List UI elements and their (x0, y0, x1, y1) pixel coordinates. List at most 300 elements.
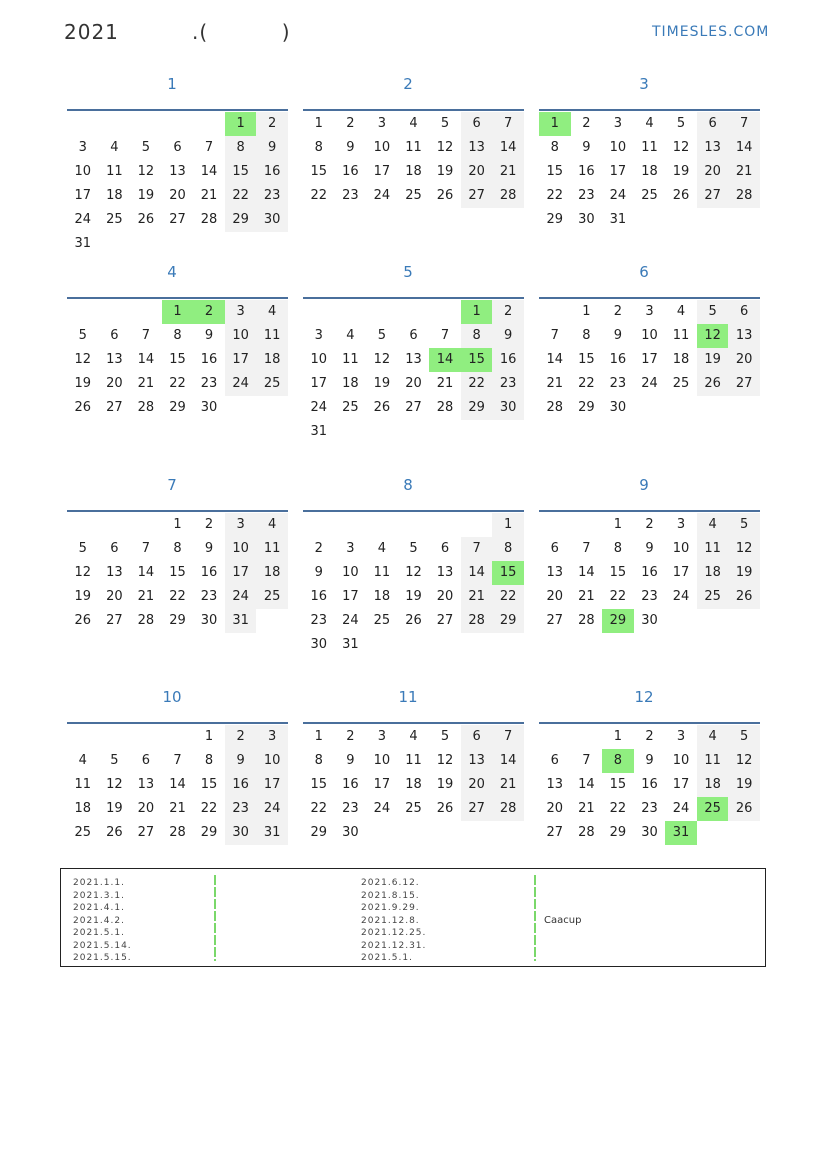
day-cell: 15 (169, 565, 186, 580)
day-cell: 5 (110, 753, 119, 768)
day-cell: 3 (225, 513, 257, 537)
holiday-date: 2021.5.1. (361, 953, 413, 963)
day-cell: 17 (672, 565, 690, 580)
day-cell: 30 (641, 613, 658, 628)
day-cell: 22 (492, 585, 524, 609)
day-cell: 31 (74, 236, 92, 251)
day-cell: 26 (74, 400, 92, 415)
holiday-day-cell: 12 (697, 324, 729, 348)
day-cell: 28 (546, 400, 564, 415)
day-cell: 22 (546, 188, 564, 203)
day-cell: 23 (310, 613, 328, 628)
day-cell: 6 (141, 753, 151, 768)
day-cell: 15 (225, 160, 257, 184)
day-cell: 26 (728, 585, 760, 609)
day-cell: 30 (342, 825, 359, 840)
day-cell: 7 (550, 328, 559, 343)
day-cell: 24 (672, 801, 690, 816)
day-cell: 3 (78, 140, 87, 155)
day-cell: 8 (225, 136, 257, 160)
day-cell: 3 (645, 304, 654, 319)
day-cell: 19 (436, 777, 454, 792)
holiday-day-cell: 14 (429, 348, 461, 372)
day-cell: 16 (342, 164, 359, 179)
day-cell: 19 (74, 589, 92, 604)
day-cell: 22 (225, 184, 257, 208)
day-cell: 22 (310, 801, 328, 816)
month-divider (303, 722, 524, 724)
day-cell: 9 (346, 753, 355, 768)
day-cell: 14 (137, 565, 155, 580)
holiday-date: 2021.1.1. (73, 878, 125, 888)
day-cell: 21 (436, 376, 454, 391)
holiday-date: 2021.5.15. (73, 953, 132, 963)
day-cell: 1 (613, 729, 623, 744)
day-cell: 1 (204, 729, 214, 744)
month-title: 10 (162, 688, 182, 706)
day-cell: 12 (137, 164, 155, 179)
month-divider (539, 722, 760, 724)
day-cell: 12 (74, 352, 92, 367)
day-cell: 12 (373, 352, 391, 367)
day-cell: 5 (377, 328, 387, 343)
day-cell: 28 (578, 825, 595, 840)
day-cell: 12 (405, 565, 422, 580)
day-cell: 16 (641, 565, 658, 580)
day-cell: 7 (440, 328, 450, 343)
day-cell: 23 (578, 188, 595, 203)
day-cell: 23 (200, 376, 218, 391)
day-cell: 29 (225, 208, 257, 232)
day-cell: 29 (310, 825, 328, 840)
day-cell: 7 (492, 112, 524, 136)
day-cell: 22 (310, 188, 328, 203)
day-cell: 29 (492, 609, 524, 633)
day-cell: 5 (440, 116, 450, 131)
day-cell: 18 (405, 164, 422, 179)
day-cell: 22 (169, 589, 186, 604)
day-cell: 6 (550, 753, 559, 768)
day-cell: 4 (697, 513, 729, 537)
day-cell: 2 (256, 112, 288, 136)
day-cell: 4 (256, 300, 288, 324)
day-cell: 24 (310, 400, 328, 415)
day-cell: 16 (310, 589, 328, 604)
day-cell: 21 (728, 160, 760, 184)
day-cell: 28 (137, 613, 155, 628)
day-cell: 28 (200, 212, 218, 227)
holiday-divider-right (534, 875, 536, 961)
month-divider (539, 510, 760, 512)
day-cell: 5 (676, 116, 686, 131)
day-cell: 22 (169, 376, 186, 391)
day-cell: 27 (546, 613, 564, 628)
month-divider (539, 109, 760, 111)
day-cell: 12 (672, 140, 690, 155)
month-title: 2 (403, 75, 413, 93)
holiday-date: 2021.12.25. (361, 928, 427, 938)
day-cell: 21 (169, 801, 186, 816)
day-cell: 6 (550, 541, 559, 556)
day-cell: 14 (492, 749, 524, 773)
day-cell: 10 (342, 565, 359, 580)
day-cell: 6 (409, 328, 418, 343)
day-cell: 25 (342, 400, 359, 415)
day-cell: 4 (645, 116, 654, 131)
day-cell: 23 (200, 589, 218, 604)
day-cell: 17 (641, 352, 658, 367)
holiday-date: 2021.9.29. (361, 903, 420, 913)
day-cell: 29 (461, 396, 493, 420)
day-cell: 10 (225, 324, 257, 348)
day-cell: 13 (697, 136, 729, 160)
day-cell: 12 (106, 777, 123, 792)
day-cell: 14 (461, 561, 493, 585)
day-cell: 2 (204, 517, 214, 532)
day-cell: 17 (609, 164, 627, 179)
day-cell: 19 (74, 376, 92, 391)
day-cell: 19 (672, 164, 690, 179)
day-cell: 25 (74, 825, 92, 840)
day-cell: 21 (137, 376, 155, 391)
day-cell: 17 (225, 348, 257, 372)
day-cell: 3 (256, 725, 288, 749)
day-cell: 28 (461, 609, 493, 633)
day-cell: 30 (200, 400, 218, 415)
day-cell: 11 (641, 140, 658, 155)
day-cell: 26 (373, 400, 391, 415)
day-cell: 30 (641, 825, 658, 840)
day-cell: 13 (436, 565, 454, 580)
day-cell: 4 (110, 140, 119, 155)
day-cell: 6 (173, 140, 182, 155)
day-cell: 19 (405, 589, 422, 604)
day-cell: 28 (578, 613, 595, 628)
day-cell: 16 (256, 160, 288, 184)
day-cell: 31 (256, 821, 288, 845)
day-cell: 8 (461, 324, 493, 348)
day-cell: 30 (609, 400, 627, 415)
holiday-day-cell: 29 (602, 609, 634, 633)
day-cell: 3 (377, 729, 387, 744)
day-cell: 30 (578, 212, 595, 227)
day-cell: 24 (373, 801, 391, 816)
day-cell: 8 (314, 140, 323, 155)
day-cell: 24 (225, 372, 257, 396)
month-title: 11 (398, 688, 418, 706)
day-cell: 3 (377, 116, 387, 131)
day-cell: 9 (582, 140, 591, 155)
day-cell: 6 (110, 541, 119, 556)
day-cell: 25 (641, 188, 658, 203)
day-cell: 9 (256, 136, 288, 160)
day-cell: 11 (373, 565, 391, 580)
day-cell: 13 (546, 565, 564, 580)
day-cell: 21 (546, 376, 564, 391)
day-cell: 20 (137, 801, 155, 816)
day-cell: 2 (613, 304, 623, 319)
day-cell: 5 (728, 513, 760, 537)
month-divider (303, 297, 524, 299)
day-cell: 21 (492, 160, 524, 184)
month-divider (67, 109, 288, 111)
day-cell: 27 (436, 613, 454, 628)
day-cell: 24 (256, 797, 288, 821)
day-cell: 29 (546, 212, 564, 227)
day-cell: 21 (492, 773, 524, 797)
day-cell: 17 (373, 777, 391, 792)
day-cell: 2 (314, 541, 323, 556)
day-cell: 9 (204, 328, 214, 343)
day-cell: 27 (697, 184, 729, 208)
day-cell: 18 (256, 561, 288, 585)
day-cell: 16 (342, 777, 359, 792)
holiday-date: 2021.5.1. (73, 928, 125, 938)
day-cell: 11 (672, 328, 690, 343)
day-cell: 16 (609, 352, 627, 367)
day-cell: 8 (204, 753, 214, 768)
day-cell: 18 (672, 352, 690, 367)
day-cell: 20 (546, 589, 564, 604)
day-cell: 11 (106, 164, 123, 179)
day-cell: 1 (582, 304, 591, 319)
day-cell: 13 (546, 777, 564, 792)
day-cell: 15 (609, 565, 627, 580)
day-cell: 27 (728, 372, 760, 396)
day-cell: 10 (310, 352, 328, 367)
day-cell: 9 (613, 328, 623, 343)
day-cell: 16 (492, 348, 524, 372)
page-subtitle: .( ) (192, 20, 291, 44)
day-cell: 2 (225, 725, 257, 749)
day-cell: 14 (728, 136, 760, 160)
day-cell: 3 (676, 729, 686, 744)
day-cell: 13 (106, 565, 123, 580)
day-cell: 28 (728, 184, 760, 208)
day-cell: 26 (74, 613, 92, 628)
day-cell: 21 (578, 801, 595, 816)
holiday-day-cell: 31 (665, 821, 697, 845)
day-cell: 19 (106, 801, 123, 816)
day-cell: 12 (728, 749, 760, 773)
day-cell: 27 (106, 613, 123, 628)
day-cell: 18 (74, 801, 92, 816)
day-cell: 13 (728, 324, 760, 348)
day-cell: 30 (310, 637, 328, 652)
day-cell: 25 (106, 212, 123, 227)
day-cell: 30 (492, 396, 524, 420)
day-cell: 20 (697, 160, 729, 184)
day-cell: 10 (373, 140, 391, 155)
day-cell: 5 (409, 541, 418, 556)
day-cell: 2 (346, 116, 355, 131)
day-cell: 27 (137, 825, 155, 840)
day-cell: 16 (200, 565, 218, 580)
day-cell: 26 (436, 801, 454, 816)
month-divider (539, 297, 760, 299)
holiday-dates-right (361, 877, 426, 965)
day-cell: 15 (546, 164, 564, 179)
day-cell: 23 (641, 589, 658, 604)
day-cell: 7 (173, 753, 182, 768)
day-cell: 26 (728, 797, 760, 821)
day-cell: 5 (78, 328, 87, 343)
day-cell: 17 (225, 561, 257, 585)
day-cell: 18 (256, 348, 288, 372)
day-cell: 4 (346, 328, 355, 343)
day-cell: 8 (173, 328, 182, 343)
day-cell: 21 (461, 585, 493, 609)
day-cell: 17 (672, 777, 690, 792)
day-cell: 11 (405, 753, 422, 768)
day-cell: 16 (225, 773, 257, 797)
day-cell: 18 (373, 589, 391, 604)
day-cell: 7 (461, 537, 493, 561)
day-cell: 18 (697, 561, 729, 585)
holiday-day-cell: 1 (162, 300, 194, 324)
day-cell: 20 (436, 589, 454, 604)
holiday-day-cell: 1 (461, 300, 493, 324)
day-cell: 30 (200, 613, 218, 628)
day-cell: 3 (225, 300, 257, 324)
day-cell: 7 (492, 725, 524, 749)
day-cell: 25 (405, 801, 422, 816)
day-cell: 29 (169, 400, 186, 415)
day-cell: 5 (78, 541, 87, 556)
day-cell: 5 (440, 729, 450, 744)
day-cell: 1 (173, 517, 182, 532)
month-title: 1 (167, 75, 177, 93)
day-cell: 13 (461, 136, 493, 160)
day-cell: 8 (492, 537, 524, 561)
day-cell: 10 (225, 537, 257, 561)
day-cell: 13 (169, 164, 186, 179)
day-cell: 12 (436, 140, 454, 155)
day-cell: 19 (728, 561, 760, 585)
holiday-date: 2021.4.1. (73, 903, 125, 913)
day-cell: 10 (672, 541, 690, 556)
day-cell: 23 (609, 376, 627, 391)
day-cell: 7 (141, 328, 151, 343)
holiday-dates-left (73, 877, 132, 965)
day-cell: 6 (728, 300, 760, 324)
day-cell: 17 (256, 773, 288, 797)
day-cell: 12 (74, 565, 92, 580)
day-cell: 22 (200, 801, 218, 816)
day-cell: 5 (697, 300, 729, 324)
day-cell: 4 (256, 513, 288, 537)
site-link[interactable]: TIMESLES.COM (652, 24, 770, 40)
day-cell: 4 (409, 116, 418, 131)
day-cell: 27 (169, 212, 186, 227)
day-cell: 4 (377, 541, 387, 556)
holiday-day-cell: 2 (193, 300, 225, 324)
holiday-name: Caacup (544, 914, 582, 926)
day-cell: 8 (314, 753, 323, 768)
day-cell: 24 (641, 376, 658, 391)
day-cell: 3 (676, 517, 686, 532)
day-cell: 31 (310, 424, 328, 439)
month-divider (303, 109, 524, 111)
day-cell: 8 (613, 541, 623, 556)
day-cell: 17 (373, 164, 391, 179)
day-cell: 6 (697, 112, 729, 136)
day-cell: 7 (204, 140, 214, 155)
holiday-day-cell: 1 (539, 112, 571, 136)
day-cell: 3 (314, 328, 323, 343)
day-cell: 19 (728, 773, 760, 797)
month-title: 3 (639, 75, 649, 93)
day-cell: 6 (110, 328, 119, 343)
day-cell: 20 (106, 376, 123, 391)
day-cell: 1 (314, 729, 323, 744)
day-cell: 11 (697, 537, 729, 561)
day-cell: 9 (204, 541, 214, 556)
month-divider (67, 722, 288, 724)
day-cell: 19 (373, 376, 391, 391)
day-cell: 25 (256, 372, 288, 396)
day-cell: 6 (461, 112, 493, 136)
day-cell: 13 (461, 749, 493, 773)
day-cell: 5 (141, 140, 151, 155)
day-cell: 19 (137, 188, 155, 203)
day-cell: 20 (106, 589, 123, 604)
day-cell: 22 (461, 372, 493, 396)
day-cell: 24 (373, 188, 391, 203)
day-cell: 10 (256, 749, 288, 773)
day-cell: 1 (314, 116, 323, 131)
day-cell: 21 (137, 589, 155, 604)
holiday-date: 2021.4.2. (73, 915, 125, 926)
holiday-day-cell: 15 (492, 561, 524, 585)
day-cell: 14 (169, 777, 186, 792)
day-cell: 22 (578, 376, 595, 391)
day-cell: 24 (609, 188, 627, 203)
day-cell: 7 (582, 753, 591, 768)
day-cell: 30 (256, 208, 288, 232)
day-cell: 11 (74, 777, 92, 792)
day-cell: 3 (613, 116, 623, 131)
day-cell: 14 (546, 352, 564, 367)
day-cell: 10 (641, 328, 658, 343)
day-cell: 1 (613, 517, 623, 532)
day-cell: 23 (641, 801, 658, 816)
day-cell: 27 (405, 400, 422, 415)
day-cell: 14 (578, 565, 595, 580)
holiday-day-cell: 1 (225, 112, 257, 136)
day-cell: 8 (550, 140, 559, 155)
day-cell: 6 (461, 725, 493, 749)
day-cell: 11 (256, 537, 288, 561)
day-cell: 28 (137, 400, 155, 415)
day-cell: 7 (141, 541, 151, 556)
day-cell: 11 (256, 324, 288, 348)
day-cell: 14 (200, 164, 218, 179)
day-cell: 31 (342, 637, 359, 652)
day-cell: 18 (405, 777, 422, 792)
day-cell: 2 (645, 517, 654, 532)
day-cell: 13 (106, 352, 123, 367)
day-cell: 15 (200, 777, 218, 792)
day-cell: 28 (492, 797, 524, 821)
day-cell: 26 (672, 188, 690, 203)
day-cell: 17 (74, 188, 92, 203)
day-cell: 22 (609, 801, 627, 816)
holiday-date: 2021.3.1. (73, 890, 125, 901)
day-cell: 23 (492, 372, 524, 396)
day-cell: 15 (310, 777, 328, 792)
day-cell: 24 (225, 585, 257, 609)
